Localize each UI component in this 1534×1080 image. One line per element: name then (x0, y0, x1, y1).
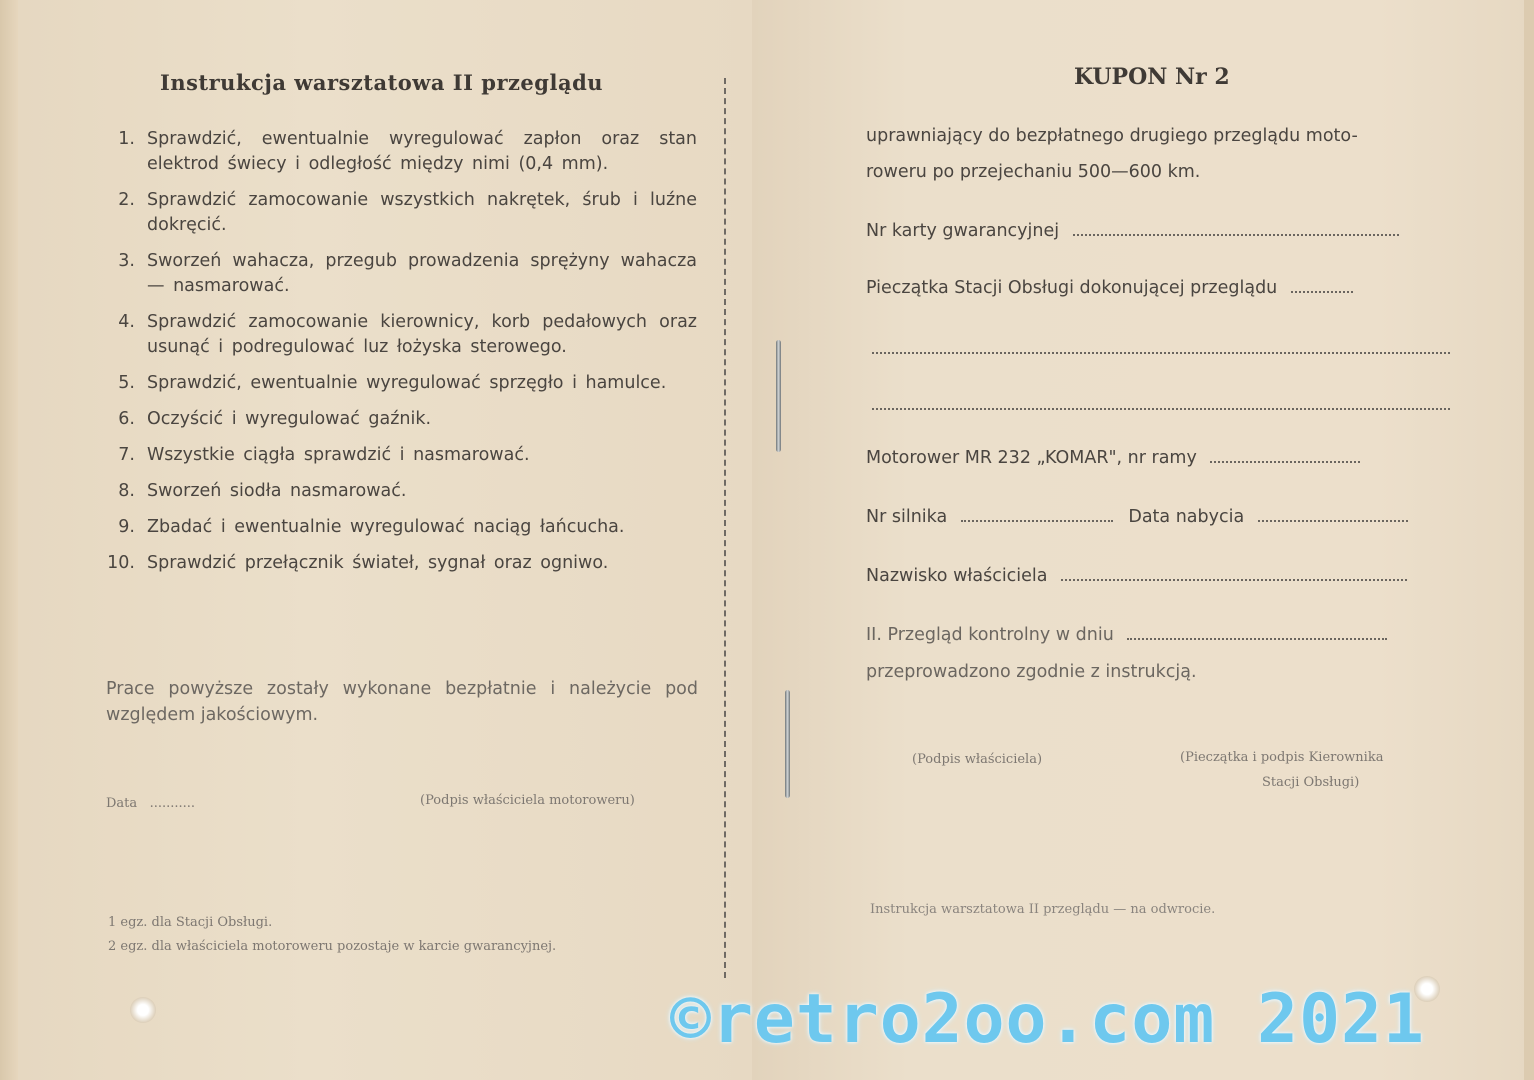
owner-signature-label: (Podpis właściciela) (912, 752, 1043, 767)
left-page-title: Instrukcja warsztatowa II przeglądu (160, 70, 604, 95)
list-item: 10. Sprawdzić przełącznik świateł, sygnał oraz ogniwo. (107, 553, 609, 573)
book-edge-right (1524, 0, 1534, 1080)
owner-surname-field: Nazwisko właściciela (866, 564, 1407, 588)
fill-line (1127, 624, 1387, 640)
completion-note: Prace powyższe zostały wykonane bezpłatnie i należycie pod względem jakościowym. (106, 679, 698, 725)
fill-line (872, 338, 1450, 354)
watermark: ©retro2oo.com 2021 (670, 980, 1425, 1059)
inspection-date-field: II. Przegląd kontrolny w dniu (866, 623, 1387, 647)
fill-line (1258, 506, 1408, 522)
fill-line (961, 506, 1113, 522)
perforation-line (724, 78, 726, 978)
list-item: 1. Sprawdzić, ewentualnie wyregulować zapłon oraz stan elektrod świecy i odległość między nimi (0,4 mm). (118, 129, 697, 174)
fill-line (1061, 565, 1407, 581)
owner-signature-label: (Podpis właściciela motoroweru) (420, 793, 635, 808)
copy-note-1: 1 egz. dla Stacji Obsługi. (108, 915, 273, 930)
inspection-confirmation: przeprowadzono zgodnie z instrukcją. (866, 662, 1197, 682)
list-item: 9. Zbadać i ewentualnie wyregulować naciąg łańcucha. (118, 517, 625, 537)
service-stamp-field: Pieczątka Stacji Obsługi dokonującej przeglądu (866, 276, 1353, 300)
list-item: 2. Sprawdzić zamocowanie wszystkich nakrętek, śrub i luźne dokręcić. (118, 190, 697, 235)
fill-line (872, 394, 1450, 410)
book-edge-left (0, 0, 18, 1080)
engine-number-field: Nr silnika Data nabycia (866, 505, 1408, 529)
coupon-title: KUPON Nr 2 (1074, 64, 1230, 90)
frame-number-field: Motorower MR 232 „KOMAR", nr ramy (866, 446, 1360, 470)
fill-line (1210, 447, 1360, 463)
manager-signature-label-2: Stacji Obsługi) (1262, 775, 1360, 790)
copy-note-2: 2 egz. dla właściciela motoroweru pozostaje w karcie gwarancyjnej. (108, 939, 557, 954)
date-field: Data ........... (106, 796, 196, 811)
list-item: 8. Sworzeń siodła nasmarować. (118, 481, 407, 501)
list-item: 6. Oczyścić i wyregulować gaźnik. (118, 409, 432, 429)
fill-line (1291, 277, 1353, 293)
staple (776, 340, 781, 452)
fill-line (1073, 220, 1399, 236)
coupon-footer-note: Instrukcja warsztatowa II przeglądu — na odwrocie. (870, 902, 1216, 917)
list-item: 7. Wszystkie ciągła sprawdzić i nasmarować. (118, 445, 530, 465)
manager-signature-label: (Pieczątka i podpis Kierownika (1180, 750, 1384, 765)
coupon-intro-line-1: uprawniający do bezpłatnego drugiego przeglądu moto- (866, 126, 1358, 146)
list-item: 5. Sprawdzić, ewentualnie wyregulować sprzęgło i hamulce. (118, 373, 667, 393)
list-item: 3. Sworzeń wahacza, przegub prowadzenia sprężyny wahacza — nasmarować. (118, 251, 697, 296)
warranty-card-field: Nr karty gwarancyjnej (866, 219, 1399, 243)
instruction-list (105, 127, 697, 587)
staple (785, 690, 790, 798)
punch-hole (130, 997, 156, 1023)
coupon-intro-line-2: roweru po przejechaniu 500—600 km. (866, 162, 1201, 182)
list-item: 4. Sprawdzić zamocowanie kierownicy, korb pedałowych oraz usunąć i podregulować luz łożyska sterowego. (118, 312, 697, 357)
